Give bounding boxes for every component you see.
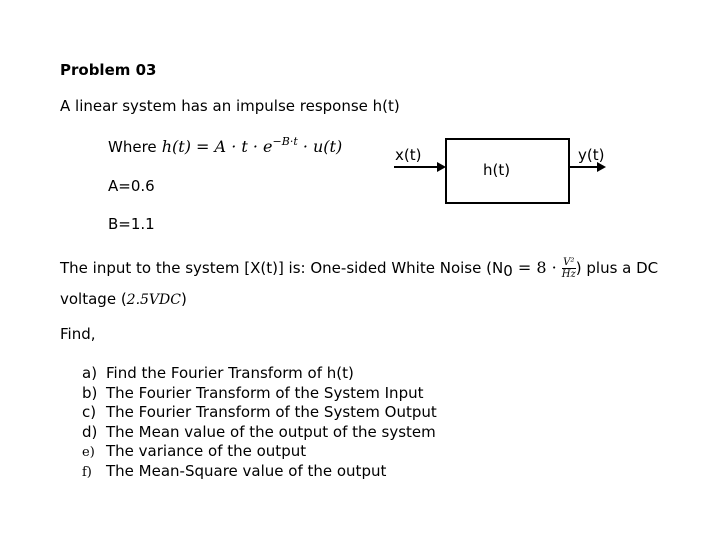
equation-rhs-tail: · u(t) [302, 137, 343, 156]
list-marker: e) [82, 445, 95, 460]
list-marker: b) [82, 383, 98, 402]
impulse-response-equation [108, 137, 342, 156]
input-description-prefix: The input to the system [X(t)] is: One-sided White Noise (N [60, 259, 504, 277]
noise-equals: = 8 · [512, 258, 557, 277]
voltage-value: 2.5VDC [126, 292, 181, 308]
system-block-label: h(t) [483, 161, 511, 179]
input-arrow [390, 160, 450, 174]
input-description-suffix: ) plus a DC [575, 259, 659, 277]
equation-lhs: h(t) [161, 137, 191, 156]
where-label: Where [108, 138, 157, 156]
list-item-text: The Fourier Transform of the System Output [106, 403, 437, 421]
voltage-text: voltage ( [60, 290, 127, 308]
list-item [82, 423, 437, 443]
intro-text: A linear system has an impulse response h(t) [60, 97, 400, 115]
list-item-text: The Mean value of the output of the system [106, 422, 436, 441]
input-signal-label: x(t) [395, 146, 422, 164]
noise-subscript: 0 [503, 262, 513, 280]
equation-rhs-main: A · t · e [214, 137, 273, 156]
list-item [82, 384, 437, 404]
fraction-denominator: Hz [561, 269, 576, 280]
param-a: A=0.6 [108, 177, 155, 195]
list-item [82, 462, 437, 482]
list-item [82, 442, 437, 462]
param-b: B=1.1 [108, 215, 155, 233]
problem-title: Problem 03 [60, 61, 157, 79]
equation-rhs [215, 137, 343, 156]
noise-unit-fraction [562, 257, 576, 280]
equation-exponent: −B·t [272, 135, 298, 148]
input-description-line1 [60, 257, 658, 280]
fraction-numerator: V² [563, 257, 575, 268]
list-item-text: The Fourier Transform of the System Input [106, 383, 424, 402]
list-marker: c) [82, 403, 97, 421]
list-item-text: The variance of the output [106, 442, 307, 460]
list-marker: a) [82, 364, 98, 382]
list-item-text: Find the Fourier Transform of h(t) [106, 364, 354, 382]
find-heading: Find, [60, 325, 96, 343]
list-item [82, 403, 437, 423]
find-list [82, 364, 437, 481]
list-marker: d) [82, 422, 98, 441]
list-marker: f) [82, 464, 92, 480]
equation-equals: = [196, 137, 210, 156]
output-arrow [568, 160, 612, 174]
list-item-text: The Mean-Square value of the output [106, 461, 387, 480]
voltage-close: ) [180, 290, 187, 308]
input-description-line2 [60, 289, 187, 308]
list-item [82, 364, 437, 384]
output-signal-label: y(t) [578, 146, 605, 164]
